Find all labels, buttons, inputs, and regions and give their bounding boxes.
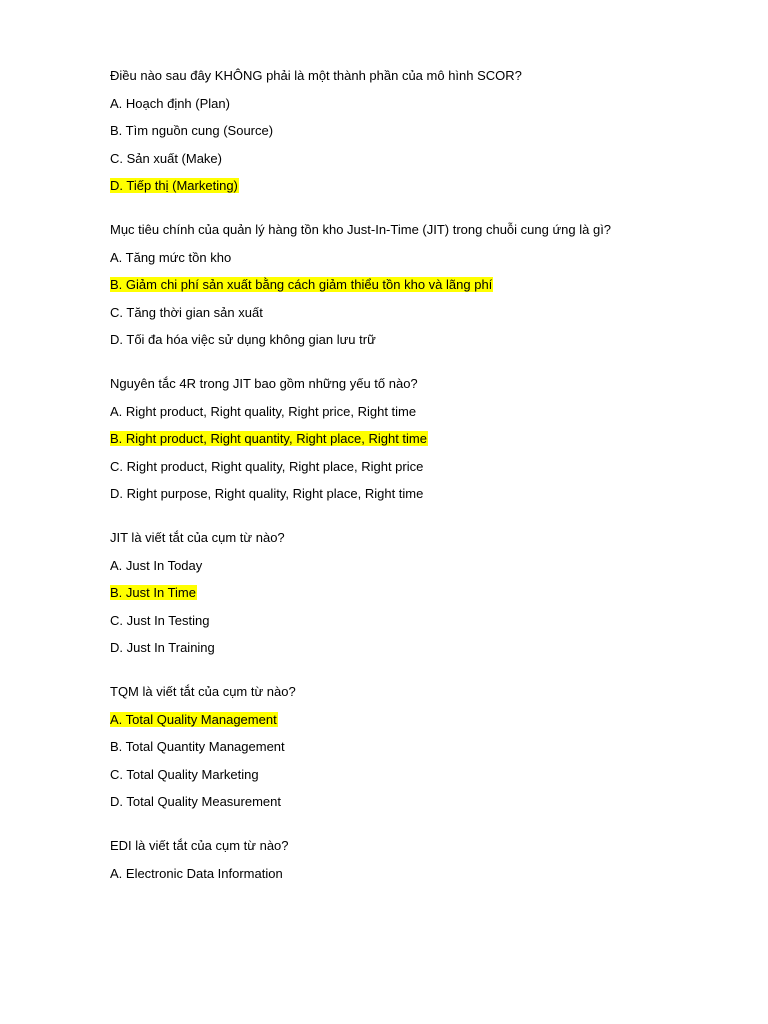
answer-option: A. Tăng mức tồn kho bbox=[110, 249, 232, 265]
question-block-4 bbox=[110, 529, 730, 656]
question-text: EDI là viết tắt của cụm từ nào? bbox=[110, 838, 289, 853]
answer-option: C. Sản xuất (Make) bbox=[110, 150, 222, 166]
answer-option: B. Tìm nguồn cung (Source) bbox=[110, 123, 274, 138]
answer-option: B. Just In Time bbox=[110, 585, 196, 600]
question-text: JIT là viết tắt của cụm từ nào? bbox=[110, 530, 285, 545]
document-page bbox=[110, 67, 730, 909]
question-text: TQM là viết tắt của cụm từ nào? bbox=[110, 684, 296, 699]
answer-option: C. Right product, Right quality, Right place, Right price bbox=[110, 458, 424, 474]
answer-option: B. Right product, Right quantity, Right place, Right time bbox=[110, 431, 427, 446]
question-text: Mục tiêu chính của quản lý hàng tồn kho Just-In-Time (JIT) trong chuỗi cung ứng là gì? bbox=[110, 222, 612, 237]
answer-option: C. Total Quality Marketing bbox=[110, 766, 259, 782]
answer-option: D. Just In Training bbox=[110, 640, 215, 655]
answer-option: C. Tăng thời gian sản xuất bbox=[110, 304, 263, 320]
question-text: Nguyên tắc 4R trong JIT bao gồm những yếu tố nào? bbox=[110, 376, 418, 391]
question-block-1 bbox=[110, 67, 730, 194]
answer-option: B. Giảm chi phí sản xuất bằng cách giảm thiểu tồn kho và lãng phí bbox=[110, 277, 493, 292]
answer-option: D. Total Quality Measurement bbox=[110, 794, 281, 809]
answer-option: A. Right product, Right quality, Right price, Right time bbox=[110, 403, 417, 419]
answer-option: C. Just In Testing bbox=[110, 612, 210, 628]
answer-option: A. Just In Today bbox=[110, 557, 203, 573]
answer-option: A. Total Quality Management bbox=[110, 711, 277, 727]
answer-option: D. Right purpose, Right quality, Right place, Right time bbox=[110, 486, 424, 501]
answer-option: D. Tối đa hóa việc sử dụng không gian lưu trữ bbox=[110, 332, 376, 347]
answer-option: B. Total Quantity Management bbox=[110, 739, 285, 754]
answer-option: D. Tiếp thị (Marketing) bbox=[110, 178, 238, 193]
answer-option: A. Hoạch định (Plan) bbox=[110, 95, 230, 111]
question-text: Điều nào sau đây KHÔNG phải là một thành phần của mô hình SCOR? bbox=[110, 68, 522, 83]
question-block-6 bbox=[110, 837, 730, 882]
question-block-5 bbox=[110, 683, 730, 810]
question-block-2 bbox=[110, 221, 730, 348]
answer-option: A. Electronic Data Information bbox=[110, 865, 283, 881]
question-block-3 bbox=[110, 375, 730, 502]
